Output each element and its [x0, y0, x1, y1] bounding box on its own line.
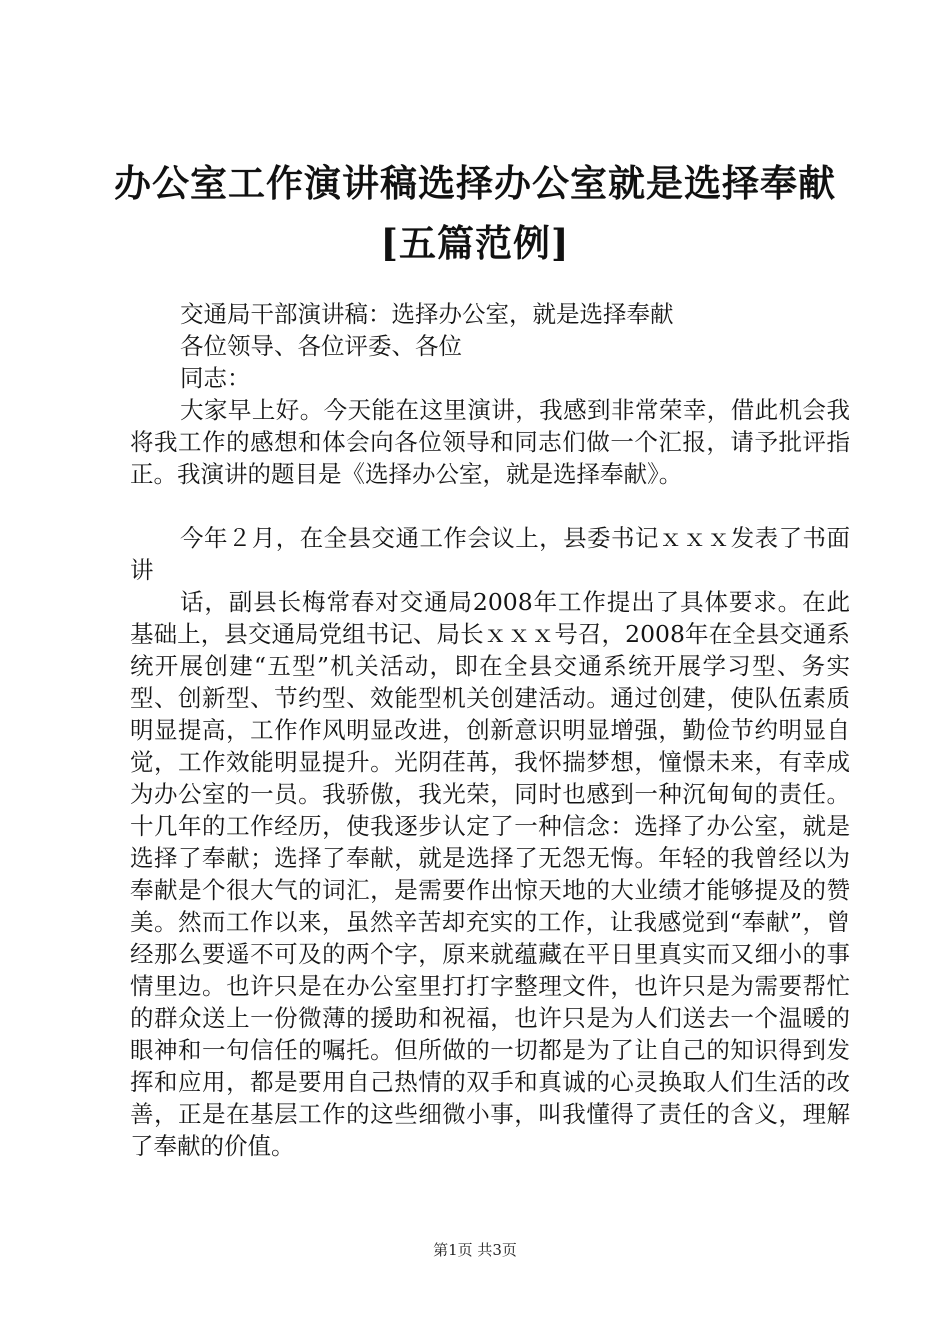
body-paragraph-3: 话，副县长梅常春对交通局2008年工作提出了具体要求。在此基础上，县交通局党组书记、局长ｘｘｘ号召，2008年在全县交通系统开展创建“五型”机关活动，即在全县交通系统开展学习型、务实型、创新型、节约型、效能型机关创建活动。通过创建，使队伍素质明显提高，工作作风明显改进，创新意识明显增强，勤俭节约明显自觉，工作效能明显提升。光阴荏苒，我怀揣梦想，憧憬未来，有幸成为办公室的一员。我骄傲，我光荣，同时也感到一种沉甸甸的责任。十几年的工作经历，使我逐步认定了一种信念：选择了办公室，就是选择了奉献；选择了奉献，就是选择了无怨无悔。年轻的我曾经以为奉献是个很大气的词汇，是需要作出惊天地的大业绩才能够提及的赞美。然而工作以来，虽然辛苦却充实的工作，让我感觉到“奉献”，曾经那么要遥不可及的两个字，原来就蕴藏在平日里真实而又细小的事情里边。也许只是在办公室里打打字整理文件，也许只是为需要帮忙的群众送上一份微薄的援助和祝福，也许只是为人们送去一个温暖的眼神和一句信任的嘱托。但所做的一切都是为了让自己的知识得到发挥和应用，都是要用自己热情的双手和真诚的心灵换取人们生活的改善，正是在基层工作的这些细微小事，叫我懂得了责任的含义，理解了奉献的价值。: [130, 588, 850, 1160]
body-paragraph-2: 今年２月，在全县交通工作会议上，县委书记ｘｘｘ发表了书面讲: [130, 524, 850, 584]
body-paragraph-3-block: [130, 586, 850, 1162]
page-number-footer: 第1页 共3页: [433, 1241, 517, 1259]
speech-subtitle: 交通局干部演讲稿：选择办公室，就是选择奉献: [180, 300, 674, 328]
body-paragraph-2-block: [130, 522, 850, 586]
document-title-line2: [五篇范例]: [380, 221, 570, 265]
document-title-line1: 办公室工作演讲稿选择办公室就是选择奉献: [114, 161, 836, 205]
body-paragraph-1-block: [130, 394, 850, 490]
salutation-line1: 各位领导、各位评委、各位: [180, 332, 462, 360]
body-paragraph-1: 大家早上好。今天能在这里演讲，我感到非常荣幸，借此机会我将我工作的感想和体会向各位领导和同志们做一个汇报，请予批评指正。我演讲的题目是《选择办公室，就是选择奉献》。: [130, 396, 850, 488]
salutation-line2: 同志：: [180, 364, 251, 392]
